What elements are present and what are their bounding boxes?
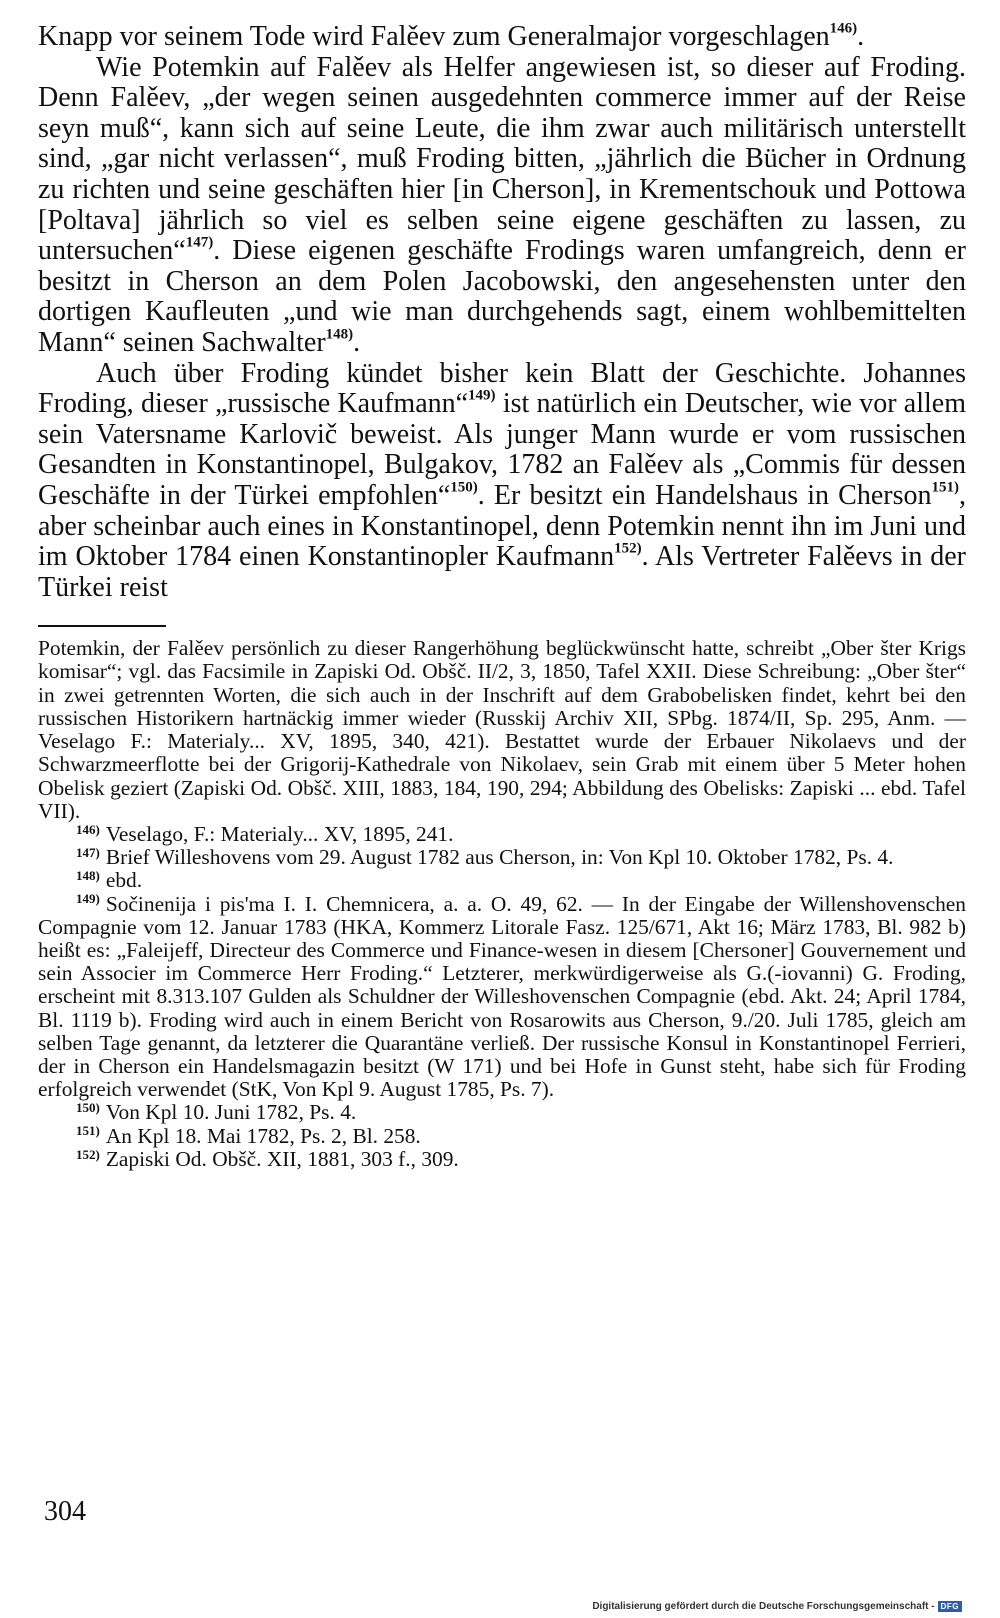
footnote-text: Sočinenija i pis'ma I. I. Chemnicera, a. a. O. 49, 62. — In der Eingabe der Willenshovenschen Compagnie vom 12. Januar 1783 (HKA, Kommerz Litorale Fasz. 125/671, Akt 16; März 1783, Bl. 982 b) heißt es: „Faleijeff, Directeur des Commerce und Finance-wesen in diesem [Chersoner] Gouvernement und sein Associer im Commerce Herr Froding.“ Letzterer, merkwürdigerweise als G.(-iovanni) G. Froding, erscheint mit 8.313.107 Gulden als Schuldner der Willeshovenschen Compagnie (ebd. Akt. 24; April 1784, Bl. 1119 b). Froding wird auch in einem Bericht von Rosarowits aus Cherson, 9./20. Juli 1785, gleich am selben Tage genannt, da letzterer die Quarantäne verließ. Der russische Konsul in Konstantinopel Ferrieri, der in Cherson ein Handelsmagazin besitzt (W 171) und bei Hofe in Gunst steht, habe sich für Froding erfolgreich verwendet (StK, Von Kpl 9. August 1785, Ps. 7).: [38, 891, 966, 1102]
dfg-logo: DFG: [938, 1601, 962, 1612]
footnote-number: 146): [76, 821, 100, 837]
footnote-150: [38, 1101, 966, 1124]
footnote-text: Zapiski Od. Obšč. XII, 1881, 303 f., 309.: [105, 1146, 459, 1171]
text-span: .: [353, 326, 361, 358]
page-number: 304: [44, 1496, 86, 1527]
footnote-ref-149: 149): [468, 387, 496, 404]
footnote-ref-148: 148): [325, 326, 354, 343]
document-page: [38, 22, 966, 1171]
footnote-text: Von Kpl 10. Juni 1782, Ps. 4.: [105, 1100, 357, 1125]
main-text: [38, 22, 966, 603]
footnote-number: 148): [76, 868, 100, 884]
footnote-152: [38, 1148, 966, 1171]
text-span: . Er besitzt ein Handelshaus in Cherson: [477, 479, 932, 511]
text-span: Knapp vor seinem Tode wird Falěev zum Generalmajor vorgeschlagen: [38, 21, 830, 52]
footnote-146: [38, 823, 966, 846]
footnote-149: [38, 893, 966, 1102]
text-span: ist natürlich ein Deutscher, wie vor allem sein Vatersname Karlovič beweist. Als junger Mann wurde er vom russischen Gesandten in Konstantinopel, Bulgakov, 1782 an Falěev als „Commis für dessen Geschäfte in der Türkei empfohlen“: [38, 388, 966, 511]
footnote-number: 147): [76, 844, 100, 860]
digitization-credit: [592, 1601, 962, 1612]
footnote-number: 149): [76, 891, 100, 907]
footnote-148: [38, 869, 966, 892]
footnote-text: ebd.: [105, 868, 143, 893]
footnote-ref-146: 146): [829, 20, 858, 37]
text-span: Wie Potemkin auf Falěev als Helfer angewiesen ist, so dieser auf Froding. Denn Falěev, „der wegen seinen ausgedehnten commerce immer auf der Reise seyn muß“, kann sich auf seine Leute, die ihm zwar auch militärisch unterstellt sind, „gar nicht verlassen“, muß Froding bitten, „jährlich die Bücher in Ordnung zu richten und seine geschäften hier [in Cherson], in Krementschouk und Pottowa [Poltava] jährlich so viel es selben seine eigene geschäften zu lassen, zu untersuchen“: [38, 51, 966, 267]
footnote-ref-151: 151): [931, 479, 959, 496]
footnote-ref-152: 152): [614, 540, 642, 557]
footnote-151: [38, 1125, 966, 1148]
paragraph-1: [38, 22, 966, 53]
paragraph-2: [38, 53, 966, 359]
footnote-number: 150): [76, 1100, 100, 1116]
footnote-text: Veselago, F.: Materialy... XV, 1895, 241.: [105, 821, 454, 846]
text-span: .: [857, 21, 865, 52]
footnotes: [38, 637, 966, 1171]
footnote-ref-150: 150): [450, 479, 478, 496]
credit-text: Digitalisierung gefördert durch die Deutsche Forschungsgemeinschaft -: [592, 1601, 935, 1612]
text-span: Auch über Froding kündet bisher kein Blatt der Geschichte. Johannes Froding, dieser „russische Kaufmann“: [38, 357, 966, 420]
footnote-divider: [38, 625, 166, 627]
footnote-ref-147: 147): [185, 234, 214, 251]
text-span: . Als Vertreter Falěevs in der Türkei reist: [38, 541, 966, 603]
text-span: , aber scheinbar auch eines in Konstantinopel, denn Potemkin nennt ihn im Juni und im Oktober 1784 einen Konstantinopler Kaufmann: [38, 479, 966, 573]
footnote-number: 151): [76, 1123, 100, 1139]
footnote-continuation: Potemkin, der Falěev persönlich zu dieser Rangerhöhung beglückwünscht hatte, schreibt „Ober šter Krigs komisar“; vgl. das Facsimile in Zapiski Od. Obšč. II/2, 3, 1850, Tafel XXII. Diese Schreibung: „Ober šter“ in zwei getrennten Worten, die sich auch in der Inschrift auf dem Grabobelisken findet, kehrt bei den russischen Historikern hartnäckig immer wieder (Russkij Archiv XII, SPbg. 1874/II, Sp. 295, Anm. — Veselago F.: Materialy... XV, 1895, 340, 421). Bestattet wurde der Erbauer Nikolaevs und der Schwarzmeerflotte bei der Grigorij-Kathedrale von Nikolaev, sein Grab mit einem über 5 Meter hohen Obelisk geziert (Zapiski Od. Obšč. XIII, 1883, 184, 190, 294; Abbildung des Obelisks: Zapiski ... ebd. Tafel VII).: [38, 636, 966, 823]
paragraph-3: [38, 359, 966, 604]
footnote-text: Brief Willeshovens vom 29. August 1782 aus Cherson, in: Von Kpl 10. Oktober 1782, Ps. 4.: [105, 845, 894, 870]
text-span: . Diese eigenen geschäfte Frodings waren umfangreich, denn er besitzt in Cherson an dem Polen Jacobowski, den angesehensten unter den dortigen Kaufleuten „und wie man durchgehends sagt, einem wohlbemittelten Mann“ seinen Sachwalter: [38, 235, 966, 358]
footnote-147: [38, 846, 966, 869]
footnote-number: 152): [76, 1146, 100, 1162]
footnote-text: An Kpl 18. Mai 1782, Ps. 2, Bl. 258.: [105, 1123, 421, 1148]
